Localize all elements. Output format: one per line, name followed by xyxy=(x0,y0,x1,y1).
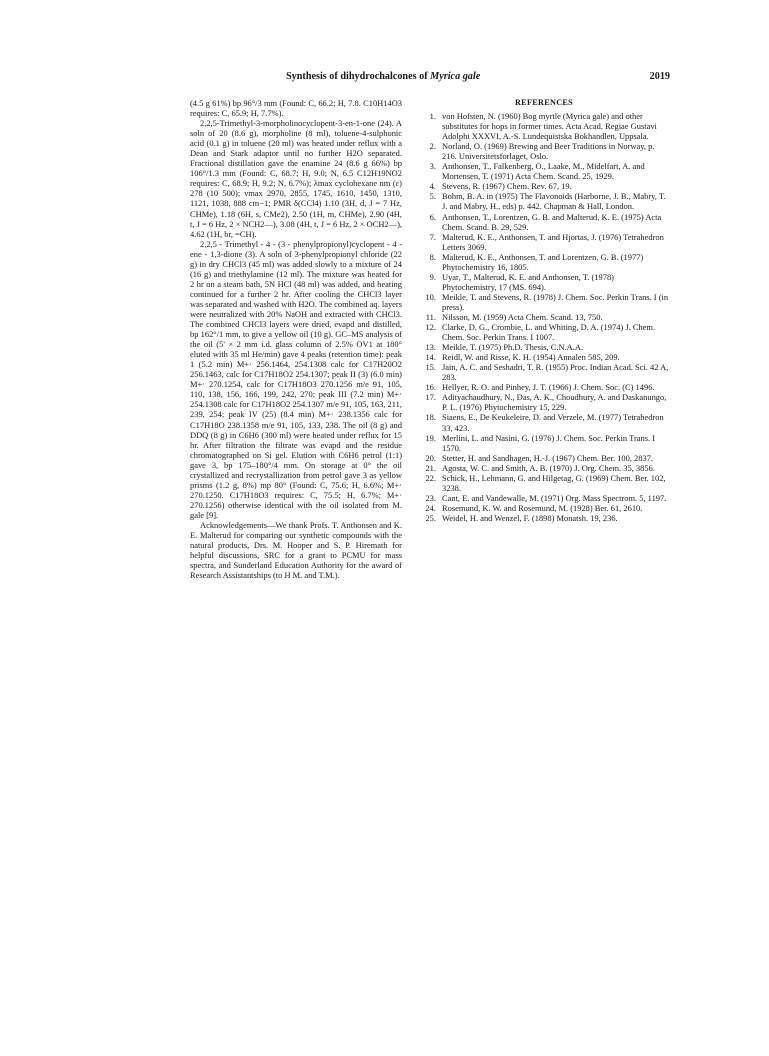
reference-number: 24. xyxy=(425,502,436,513)
reference-number: 6. xyxy=(429,211,436,222)
reference-item xyxy=(418,161,670,181)
reference-number: 2. xyxy=(429,141,436,152)
reference-item xyxy=(418,382,670,392)
references-heading: REFERENCES xyxy=(514,98,574,107)
reference-text: Weidel, H. and Wenzel, F. (1898) Monatsh. 19, 236. xyxy=(442,512,618,523)
reference-number: 4. xyxy=(429,181,436,192)
reference-number: 7. xyxy=(429,231,436,242)
reference-text: von Hofsten, N. (1960) Bog myrtle (Myrica gale) and other substitutes for hops in former times. Acta Acad. Regiae Gustavi Adolphi XXXVI, A.-S. Lundequistska Bokhandlen, Uppsala. xyxy=(442,111,657,142)
reference-number: 13. xyxy=(425,342,436,353)
reference-item xyxy=(418,433,670,453)
reference-text: Stetter, H. and Sandhagen, H.-J. (1967) Chem. Ber. 100, 2837. xyxy=(442,452,654,463)
page-number: 2019 xyxy=(649,71,670,82)
reference-number: 14. xyxy=(425,352,436,363)
running-title-species: Myrica gale xyxy=(430,71,481,82)
reference-number: 16. xyxy=(425,382,436,393)
reference-text: Siaens, E., De Keukeleire, D. and Verzele, M. (1977) Tetrahedron 33, 423. xyxy=(442,412,664,433)
reference-text: Anthonsen, T., Falkenberg, O., Laake, M., Midelfart, A. and Mortensen, T. (1971) Acta Chem. Scand. 25, 1929. xyxy=(442,161,645,182)
paragraph-dione-synthesis: 2,2,5 - Trimethyl - 4 - (3 - phenylpropionyl)cyclopent - 4 - ene - 1,3-dione (3). A soln of 3-phenylpropionyl chloride (22 g) in dry CHCl3 (45 ml) was added slowly to a mixture of 24 (16 g) and triethylamine (12 ml). The mixture was heated for 2 hr on a steam bath, 5N HCl (48 ml) was added, and heating continued for a further 2 hr. After cooling the CHCl3 layer was separated and washed with H2O. The combined aq. layers were neutralized with 20% NaOH and extracted with CHCl3. The combined CHCl3 layers were dried, evapd and distilled, bp 162°/1 mm, to give a yellow oil (10 g). GC–MS analysis of the oil (5' × 2 mm i.d. glass column of 2.5% OV1 at 180° eluted with 35 ml He/min) gave 4 peaks (retention time): peak 1 (5.2 min) M+· 256.1464, 254.1308 calc for C17H20O2 256.1463, calc for C17H18O2 254.1307; peak II (3) (6.0 min) M+· 270.1254, calc for C17H18O3 270.1256 m/e 91, 105, 110, 138, 156, 166, 199, 242, 270; peak III (7.2 min) M+· 254.1308 calc for C17H18O2 254.1307 m/e 91, 105, 163, 211, 239, 254; peak IV (25) (8.4 min) M+· 238.1356 calc for C17H18O 238.1358 m/e 91, 105, 133, 238. The oil (8 g) and DDQ (8 g) in C6H6 (300 ml) were heated under reflux for 15 hr. After filtration the filtrate was evapd and the residue chromatographed on Si gel. Elution with C6H6 petrol (1:1) gave 3, bp 175–180°/4 mm. On storage at 0° the oil crystallized and recrystallization from petrol gave 3 as yellow prisms (1.2 g, 8%) mp 80° (Found: C, 75.6; H, 6.6%; M+· 270.1250. C17H18O3 requires: C, 75.5; H, 6.7%; M+· 270.1256) otherwise identical with the oil isolated from M. gale [9]. xyxy=(190,238,402,520)
reference-text: Stevens, R. (1967) Chem. Rev. 67, 19. xyxy=(442,181,572,192)
reference-item xyxy=(418,141,670,161)
reference-item xyxy=(418,453,670,463)
reference-text: Schick, H., Lehmann, G. and Hilgetag, G. (1969) Chem. Ber. 102, 3238. xyxy=(442,472,666,493)
running-title-text: Synthesis of dihydrochalcones of xyxy=(286,71,431,82)
reference-item xyxy=(418,212,670,232)
reference-item xyxy=(418,503,670,513)
reference-number: 22. xyxy=(425,472,436,483)
reference-item xyxy=(418,312,670,322)
reference-item xyxy=(418,111,670,141)
reference-number: 5. xyxy=(429,191,436,202)
reference-number: 9. xyxy=(429,271,436,282)
references-column xyxy=(418,98,670,523)
reference-number: 8. xyxy=(429,251,436,262)
paragraph-enamine-synthesis: 2,2,5-Trimethyl-3-morpholinocyclopent-3-en-1-one (24). A soln of 20 (8.6 g), morpholine (8 ml), toluene-4-sulphonic acid (0.1 g) in toluene (20 ml) was heated under reflux with a Dean and Stark adaptor until no further H2O separated. Fractional distillation gave the enamine 24 (8.6 g 66%) bp 106°/1.3 mm (Found: C, 68.7; H, 9.0; N, 6.5 C12H19NO2 requires: C, 68.9; H, 9.2; N, 6.7%); λmax cyclohexane nm (ε) 278 (10 500); νmax 2970, 2855, 1745, 1610, 1450, 1310, 1121, 1038, 888 cm−1; PMR δ(CCl4) 1.10 (3H, d, J = 7 Hz, CHMe), 1.18 (6H, s, CMe2), 2.50 (1H, m, CHMe), 2.90 (4H, t, J = 6 Hz, 2 × NCH2—), 3.08 (4H, t, J = 6 Hz, 2 × OCH2—), 4.62 (1H, br, =CH). xyxy=(190,118,402,239)
reference-item xyxy=(418,463,670,473)
reference-number: 12. xyxy=(425,322,436,333)
reference-item xyxy=(418,392,670,412)
paragraph-continued: (4.5 g 61%) bp 96°/3 mm (Found: C, 66.2; H, 7.8. C10H14O3 requires: C, 65.9; H, 7.7%). xyxy=(190,98,402,119)
reference-number: 25. xyxy=(425,512,436,523)
reference-item xyxy=(418,292,670,312)
reference-text: Reidl, W. and Risse, K. H. (1954) Annalen 585, 209. xyxy=(442,352,620,363)
experimental-column xyxy=(190,98,402,580)
reference-text: Adityachaudhury, N., Das, A. K., Choudhury, A. and Daskanungo, P. L. (1976) Phytochemistry 15, 229. xyxy=(442,392,667,413)
reference-number: 11. xyxy=(425,311,436,322)
reference-number: 19. xyxy=(425,432,436,443)
reference-text: Agosta, W. C. and Smith, A. B. (1970) J. Org. Chem. 35, 3856. xyxy=(442,462,655,473)
reference-text: Hellyer, R. O. and Pinhey, J. T. (1966) J. Chem. Soc. (C) 1496. xyxy=(442,382,655,393)
reference-number: 10. xyxy=(425,291,436,302)
reference-item xyxy=(418,493,670,503)
references-list xyxy=(418,111,670,523)
reference-number: 23. xyxy=(425,492,436,503)
reference-item xyxy=(418,513,670,523)
reference-item xyxy=(418,191,670,211)
reference-item xyxy=(418,232,670,252)
reference-item xyxy=(418,181,670,191)
reference-text: Malterud, K. E., Anthonsen, T. and Hjortas, J. (1976) Tetrahedron Letters 3069. xyxy=(442,231,664,252)
reference-text: Nilsson, M. (1959) Acta Chem. Scand. 13, 750. xyxy=(442,311,603,322)
reference-item xyxy=(418,322,670,342)
reference-number: 1. xyxy=(429,111,436,122)
reference-item xyxy=(418,473,670,493)
reference-text: Anthonsen, T., Lorentzen, G. B. and Malterud, K. E. (1975) Acta Chem. Scand. B. 29, 529. xyxy=(442,211,662,232)
reference-number: 21. xyxy=(425,462,436,473)
reference-number: 18. xyxy=(425,412,436,423)
reference-item xyxy=(418,362,670,382)
reference-item xyxy=(418,342,670,352)
reference-item xyxy=(418,352,670,362)
running-header xyxy=(190,71,670,85)
reference-text: Meikle, T. and Stevens, R. (1978) J. Chem. Soc. Perkin Trans. I (in press). xyxy=(442,291,669,312)
reference-item xyxy=(418,272,670,292)
reference-text: Meikle, T. (1975) Ph.D. Thesis, C.N.A.A. xyxy=(442,342,584,353)
reference-text: Merlini, L. and Nasini, G. (1976) J. Chem. Soc. Perkin Trans. I 1570. xyxy=(442,432,656,453)
reference-item xyxy=(418,412,670,432)
reference-number: 17. xyxy=(425,392,436,403)
reference-text: Uyar, T., Malterud, K. E. and Anthonsen, T. (1978) Phytochemistry, 17 (MS. 694). xyxy=(442,271,614,292)
reference-number: 15. xyxy=(425,362,436,373)
reference-text: Rosemund, K. W. and Rosemund, M. (1928) Ber. 61, 2610. xyxy=(442,502,643,513)
reference-item xyxy=(418,252,670,272)
reference-text: Norland, O. (1969) Brewing and Beer Traditions in Norway, p. 216. Universitetsforlaget, Oslo. xyxy=(442,141,655,162)
reference-number: 3. xyxy=(429,161,436,172)
acknowledgements: Acknowledgements—We thank Profs. T. Anthonsen and K. E. Malterud for comparing our synthetic compounds with the natural products, Drs. M. Hooper and S. P. Hiremath for helpful discussions, SRC for a grant to PCMU for mass spectra, and Sunderland Education Authority for the award of Research Assistantships (to H M. and T.M.). xyxy=(190,519,402,581)
reference-text: Clarke, D. G., Crombie, L. and Whiting, D. A. (1974) J. Chem. Chem. Soc. Perkin Trans. I 1007. xyxy=(442,322,656,343)
reference-text: Malterud, K. E., Anthonsen, T. and Lorentzen, G. B. (1977) Phytochemistry 16, 1805. xyxy=(442,251,644,272)
running-title xyxy=(286,71,480,82)
reference-number: 20. xyxy=(425,452,436,463)
reference-text: Bohm, B. A. in (1975) The Flavonoids (Harborne, J. B., Mabry, T. J. and Mabry, H., eds) p. 442. Chapman & Hall, London. xyxy=(442,191,666,212)
reference-text: Jain, A. C. and Seshadri, T. R. (1955) Proc. Indian Acad. Sci. 42 A, 283. xyxy=(442,362,669,383)
reference-text: Cant, E. and Vandewalle, M. (1971) Org. Mass Spectrom. 5, 1197. xyxy=(442,492,667,503)
